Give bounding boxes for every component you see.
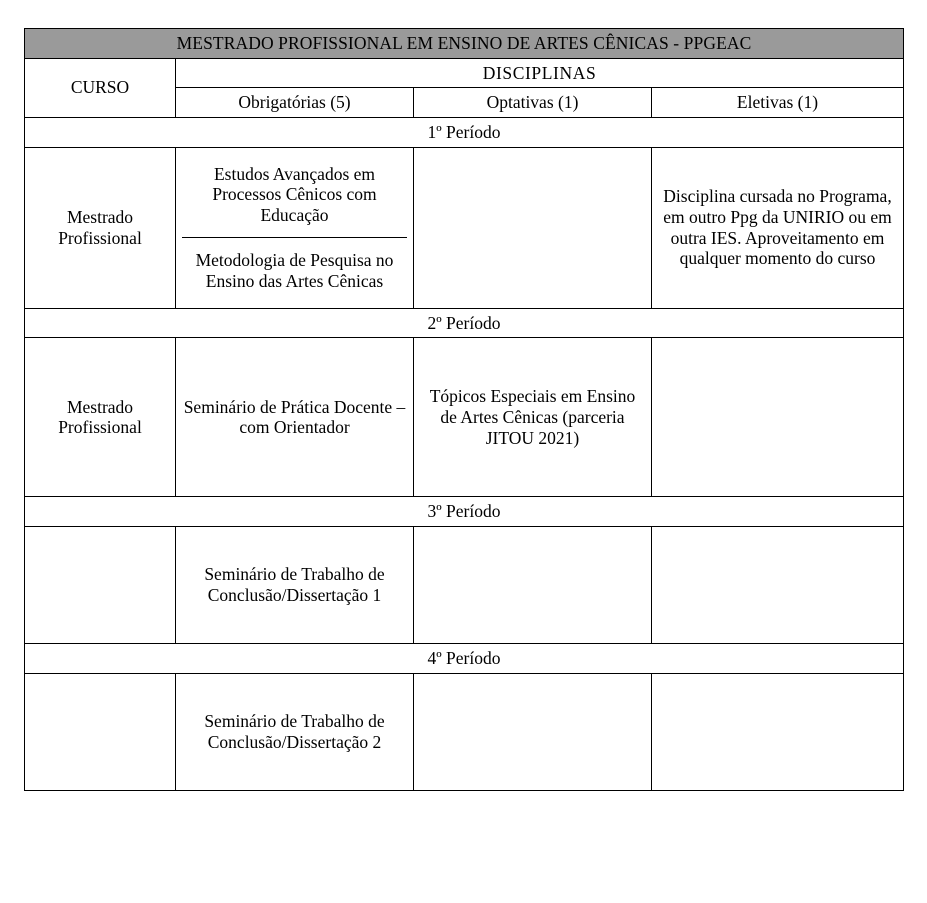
header-optativas: Optativas (1) xyxy=(414,88,652,118)
table-header-row-1 xyxy=(25,58,904,88)
program-title: MESTRADO PROFISSIONAL EM ENSINO DE ARTES CÊNICAS - PPGEAC xyxy=(25,29,904,59)
header-obrigatorias: Obrigatórias (5) xyxy=(176,88,414,118)
header-curso: CURSO xyxy=(25,58,176,117)
obrigatorias-cell-4: Seminário de Trabalho de Conclusão/Dissertação 2 xyxy=(176,673,414,790)
period-divider-row xyxy=(25,308,904,338)
eletivas-cell-2 xyxy=(652,338,904,497)
optativas-cell-3 xyxy=(414,527,652,644)
eletivas-cell-1: Disciplina cursada no Programa, em outro Ppg da UNIRIO ou em outra IES. Aproveitamento em qualquer momento do curso xyxy=(652,147,904,308)
header-disciplinas: DISCIPLINAS xyxy=(176,58,904,88)
table-row xyxy=(25,527,904,644)
period-divider-row xyxy=(25,497,904,527)
discipline-item: Metodologia de Pesquisa no Ensino das Artes Cênicas xyxy=(195,250,394,292)
course-name-2: Mestrado Profissional xyxy=(25,338,176,497)
course-name-1: Mestrado Profissional xyxy=(25,147,176,308)
period-label-1: 1º Período xyxy=(25,117,904,147)
obrigatorias-cell-3: Seminário de Trabalho de Conclusão/Dissertação 1 xyxy=(176,527,414,644)
eletivas-cell-3 xyxy=(652,527,904,644)
period-divider-row xyxy=(25,644,904,674)
optativas-cell-1 xyxy=(414,147,652,308)
period-label-4: 4º Período xyxy=(25,644,904,674)
obrigatorias-cell-1 xyxy=(176,147,414,308)
period-divider-row xyxy=(25,117,904,147)
eletivas-cell-4 xyxy=(652,673,904,790)
obrigatorias-cell-2: Seminário de Prática Docente – com Orientador xyxy=(176,338,414,497)
table-row xyxy=(25,338,904,497)
table-row xyxy=(25,673,904,790)
discipline-item: Estudos Avançados em Processos Cênicos com Educação xyxy=(182,152,407,239)
period-label-3: 3º Período xyxy=(25,497,904,527)
curriculum-table xyxy=(24,28,904,791)
period-label-2: 2º Período xyxy=(25,308,904,338)
header-eletivas: Eletivas (1) xyxy=(652,88,904,118)
optativas-cell-2: Tópicos Especiais em Ensino de Artes Cênicas (parceria JITOU 2021) xyxy=(414,338,652,497)
table-title-row xyxy=(25,29,904,59)
table-row xyxy=(25,147,904,308)
course-name-4 xyxy=(25,673,176,790)
course-name-3 xyxy=(25,527,176,644)
optativas-cell-4 xyxy=(414,673,652,790)
